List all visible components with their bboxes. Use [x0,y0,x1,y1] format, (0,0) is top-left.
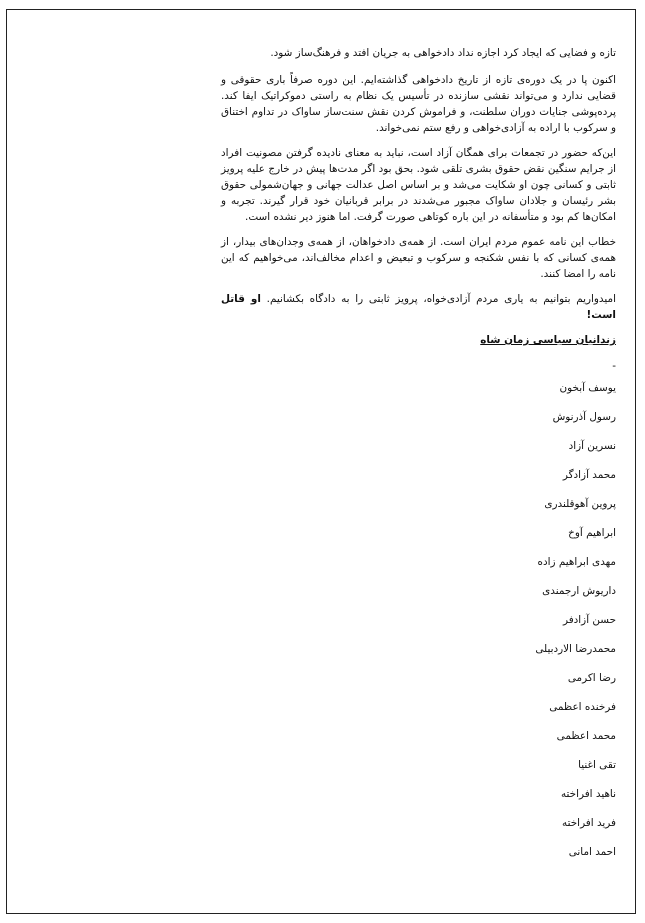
paragraph-4: خطاب این نامه عموم مردم ایران است. از همه‌ی دادخواهان، از همه‌ی وجدان‌های بیدار، از همه‌ی کسانی که با نفس شکنجه و سرکوب و تبعیض و اعدام مخالف‌اند، می‌خواهیم که این نامه را امضا کنند. [221,236,616,280]
signatory-name: فرید افراخته [562,817,616,829]
signatories-heading: زندانیان سیاسی زمان شاه [480,334,616,346]
closing-text: امیدواریم بتوانیم به یاری مردم آزادی‌خواه، پرویز ثابتی را به دادگاه بکشانیم. [266,293,616,305]
signatory-name: فرخنده اعظمی [549,701,616,713]
signatory-name: رسول آذرنوش [552,411,616,423]
signatory-name: محمد آزادگر [562,469,616,481]
signatory-name: محمد اعظمی [556,730,616,742]
paragraph-2: اکنون پا در یک دوره‌ی تازه از تاریخ دادخواهی گذاشته‌ایم. این دوره صرفاً باری حقوقی و قضایی ندارد و می‌تواند نقشی سازنده در تأسیس یک نظام به راستی دموکراتیک ایفا کند. پرده‌پوشی جنایات دوران سلطنت، و فراموش کردن نقش سنت‌ساز ساواک در تداوم اختناق و سرکوب با اراده به آزادی‌خواهی و رفع ستم نمی‌خواند. [221,74,616,134]
signatory-name: پروین آهوقلندری [544,498,616,510]
signatory-name: محمدرضا الاردبیلی [535,643,616,655]
paragraph-3: این‌که حضور در تجمعات برای همگان آزاد است، نباید به معنای نادیده گرفتن مصونیت افراد از جرایم سنگین نقض حقوق بشری تلقی شود. بحق بود اگر مدت‌ها پیش در خارج علیه پرویز ثابتی و کسانی چون او شکایت می‌شد و بر اساس اصل عدالت جهانی و جهان‌شمولی حقوق بشر رئیسان و جلادان ساواک مجبور می‌شدند در برابر قربانیان خود قرار گیرند. تجربه و امکان‌ها کم بود و متأسفانه در این باره کوتاهی صورت گرفت. اما هنوز دیر نشده است. [221,147,616,223]
closing-paragraph [221,291,616,323]
signatory-name: یوسف آبخون [559,382,616,394]
document-page [6,9,636,914]
signatory-name: مهدی ابراهیم زاده [537,556,616,568]
dash-separator: - [612,360,616,372]
signatory-name: احمد امانی [568,846,616,858]
letter-body [221,45,616,873]
signatory-name: تقی اغنیا [578,759,616,771]
paragraph-1: تازه و فضایی که ایجاد کرد اجازه نداد دادخواهی به جریان افتد و فرهنگ‌ساز شود. [270,47,616,59]
closing-bold-statement: او قاتل است! [221,293,616,321]
signatory-name: داریوش ارجمندی [542,585,616,597]
signatory-list [221,380,616,873]
signatory-name: رضا اکرمی [567,672,616,684]
signatory-name: نسرین آزاد [568,440,616,452]
signatory-name: ابراهیم آوخ [568,527,616,539]
signatory-name: حسن آزادفر [562,614,616,626]
signatory-name: ناهید افراخته [560,788,616,800]
